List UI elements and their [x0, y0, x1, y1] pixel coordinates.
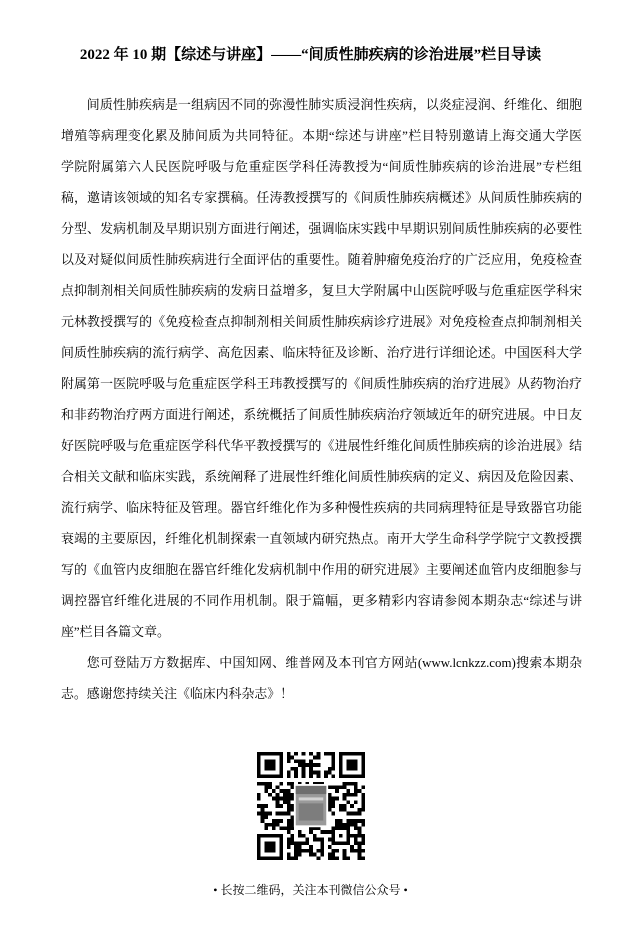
paragraph-line: 好医院呼吸与危重症医学科代华平教授撰写的《进展性纤维化间质性肺疾病的诊治进展》结	[61, 439, 582, 453]
paragraph-line: 合相关文献和临床实践，系统阐释了进展性纤维化间质性肺疾病的定义、病因及危险因素、	[61, 470, 582, 484]
qr-caption: • 长按二维码，关注本刊微信公众号 •	[213, 883, 408, 897]
paragraph-line: 和非药物治疗两方面进行阐述，系统概括了间质性肺疾病治疗领域近年的研究进展。中日友	[61, 408, 582, 422]
intro-paragraph	[61, 90, 582, 648]
paragraph-line: 增殖等病理变化累及肺间质为共同特征。本期“综述与讲座”栏目特别邀请上海交通大学医	[61, 129, 582, 143]
cover-title-strip	[299, 797, 324, 800]
paragraph-line: 调控器官纤维化进展的不同作用机制。限于篇幅，更多精彩内容请参阅本期杂志“综述与讲	[61, 594, 582, 608]
paragraph-line: 元林教授撰写的《免疫检查点抑制剂相关间质性肺疾病诊疗进展》对免疫检查点抑制剂相关	[61, 315, 582, 329]
paragraph-line: 点抑制剂相关间质性肺疾病的发病日益增多，复旦大学附属中山医院呼吸与危重症医学科宋	[61, 284, 582, 298]
paragraph-line: 间质性肺疾病的流行病学、高危因素、临床特征及诊断、治疗进行详细论述。中国医科大学	[61, 346, 582, 360]
cover-header-band	[296, 786, 327, 794]
paragraph-line: 间质性肺疾病是一组病因不同的弥漫性肺实质浸润性疾病，以炎症浸润、纤维化、细胞	[86, 98, 582, 112]
paragraph-line: 以及对疑似间质性肺疾病进行全面评估的重要性。随着肿瘤免疫治疗的广泛应用，免疫检查	[61, 253, 582, 267]
access-info-paragraph	[61, 648, 582, 710]
qr-code	[257, 752, 365, 860]
paragraph-line: 座”栏目各篇文章。	[61, 625, 170, 639]
cover-image-block	[299, 803, 324, 820]
paragraph-line: 附属第一医院呼吸与危重症医学科王玮教授撰写的《间质性肺疾病的治疗进展》从药物治疗	[61, 377, 582, 391]
paragraph-line: 学院附属第六人民医院呼吸与危重症医学科任涛教授为“间质性肺疾病的诊治进展”专栏组	[61, 160, 582, 174]
paragraph-line: 流行病学、临床特征及管理。器官纤维化作为多种慢性疾病的共同病理特征是导致器官功能	[61, 501, 582, 515]
paragraph-line: 衰竭的主要原因，纤维化机制探索一直领域内研究热点。南开大学生命科学学院宁文教授撰	[61, 532, 582, 546]
body-text	[61, 90, 582, 710]
paragraph-line: 志。感谢您持续关注《临床内科杂志》！	[61, 687, 294, 701]
paragraph-line: 您可登陆万方数据库、中国知网、维普网及本刊官方网站(www.lcnkzz.com)搜索本期杂	[86, 656, 582, 670]
qr-center-logo	[294, 784, 328, 827]
paragraph-line: 稿，邀请该领域的知名专家撰稿。任涛教授撰写的《间质性肺疾病概述》从间质性肺疾病的	[61, 191, 582, 205]
page-title: 2022 年 10 期【综述与讲座】——“间质性肺疾病的诊治进展”栏目导读	[79, 47, 542, 63]
paragraph-line: 写的《血管内皮细胞在器官纤维化发病机制中作用的研究进展》主要阐述血管内皮细胞参与	[61, 563, 582, 577]
paragraph-line: 分型、发病机制及早期识别方面进行阐述，强调临床实践中早期识别间质性肺疾病的必要性	[61, 222, 582, 236]
